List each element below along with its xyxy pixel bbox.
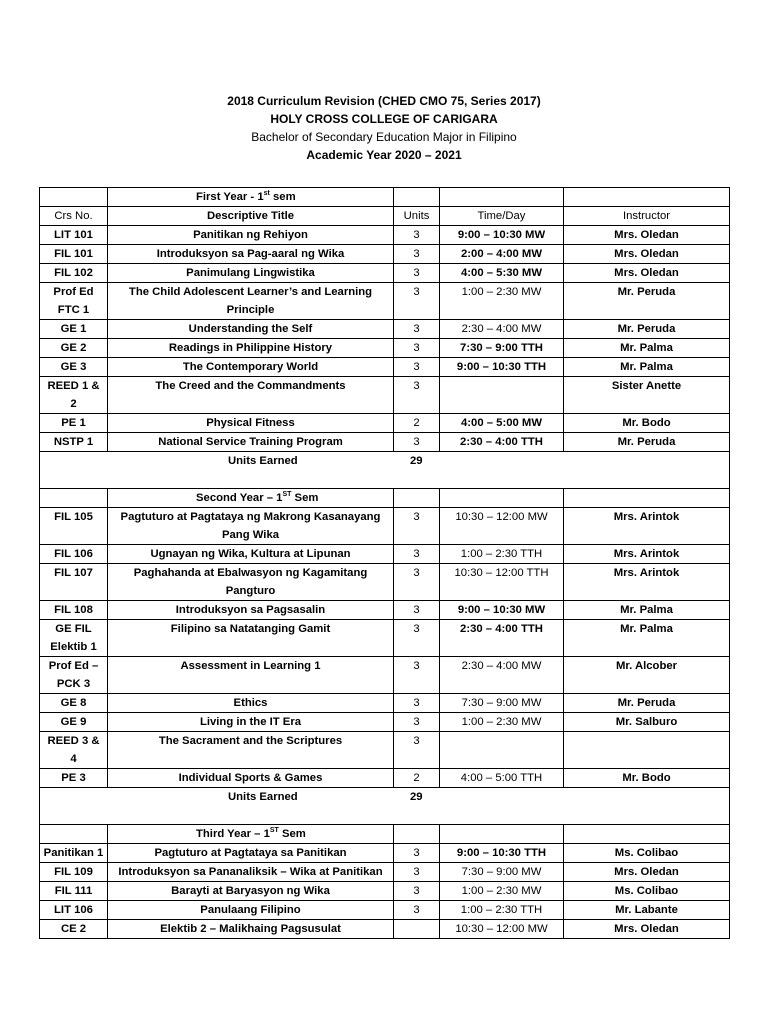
- course-title: Physical Fitness: [108, 414, 394, 433]
- course-title: The Sacrament and the Scriptures: [108, 732, 394, 769]
- course-instructor: Mr. Palma: [564, 620, 730, 657]
- course-instructor: Mrs. Arintok: [564, 508, 730, 545]
- table-row: [40, 769, 730, 788]
- units-earned-row: [40, 452, 730, 489]
- empty-cell: [40, 489, 108, 508]
- table-row: [40, 713, 730, 732]
- course-code: GE 3: [40, 358, 108, 377]
- table-row: [40, 601, 730, 620]
- course-units: 3: [394, 882, 440, 901]
- program-name: Bachelor of Secondary Education Major in Filipino: [251, 130, 517, 144]
- section-header-row: [40, 489, 730, 508]
- course-units: 3: [394, 245, 440, 264]
- column-header-title: Descriptive Title: [108, 207, 394, 226]
- course-instructor: Sister Anette: [564, 377, 730, 414]
- curriculum-title: 2018 Curriculum Revision (CHED CMO 75, Series 2017): [227, 94, 541, 108]
- empty-cell: [40, 825, 108, 844]
- course-units: 3: [394, 264, 440, 283]
- course-title: Ugnayan ng Wika, Kultura at Lipunan: [108, 545, 394, 564]
- course-time: 2:30 – 4:00 TTH: [440, 620, 564, 657]
- course-code: FIL 105: [40, 508, 108, 545]
- course-instructor: Mrs. Oledan: [564, 920, 730, 939]
- college-name: HOLY CROSS COLLEGE OF CARIGARA: [270, 112, 498, 126]
- course-instructor: Mrs. Arintok: [564, 545, 730, 564]
- course-code: NSTP 1: [40, 433, 108, 452]
- course-time: 9:00 – 10:30 TTH: [440, 358, 564, 377]
- course-units: 3: [394, 901, 440, 920]
- course-units: 3: [394, 844, 440, 863]
- course-time: 1:00 – 2:30 MW: [440, 882, 564, 901]
- course-time: [440, 732, 564, 769]
- course-units: [394, 920, 440, 939]
- units-earned-total: 29: [410, 455, 423, 467]
- course-code: FIL 111: [40, 882, 108, 901]
- table-row: [40, 564, 730, 601]
- table-row: [40, 377, 730, 414]
- course-instructor: Ms. Colibao: [564, 844, 730, 863]
- course-instructor: Mrs. Oledan: [564, 245, 730, 264]
- units-earned-cell: [40, 452, 730, 489]
- course-title: Individual Sports & Games: [108, 769, 394, 788]
- academic-year: Academic Year 2020 – 2021: [306, 148, 462, 162]
- course-code: FIL 109: [40, 863, 108, 882]
- course-code: FIL 102: [40, 264, 108, 283]
- course-instructor: Mrs. Oledan: [564, 863, 730, 882]
- table-row: [40, 283, 730, 320]
- column-header-units: Units: [394, 207, 440, 226]
- section-title: Third Year – 1ST Sem: [108, 825, 394, 844]
- course-instructor: Mr. Palma: [564, 601, 730, 620]
- course-time: 1:00 – 2:30 TTH: [440, 901, 564, 920]
- course-code: PE 3: [40, 769, 108, 788]
- units-earned-row: [40, 788, 730, 825]
- table-row: [40, 694, 730, 713]
- course-time: 1:00 – 2:30 TTH: [440, 545, 564, 564]
- course-instructor: Mr. Alcober: [564, 657, 730, 694]
- course-instructor: Mr. Peruda: [564, 694, 730, 713]
- course-code: FIL 106: [40, 545, 108, 564]
- course-time: 10:30 – 12:00 MW: [440, 508, 564, 545]
- course-instructor: Mrs. Arintok: [564, 564, 730, 601]
- section-title: First Year - 1st sem: [108, 188, 394, 207]
- units-earned-total: 29: [410, 791, 423, 803]
- course-units: 3: [394, 545, 440, 564]
- course-time: 7:30 – 9:00 TTH: [440, 339, 564, 358]
- table-row: [40, 433, 730, 452]
- course-time: 7:30 – 9:00 MW: [440, 694, 564, 713]
- empty-cell: [564, 489, 730, 508]
- course-time: 4:00 – 5:30 MW: [440, 264, 564, 283]
- course-code: FIL 108: [40, 601, 108, 620]
- empty-cell: [440, 188, 564, 207]
- course-title: Filipino sa Natatanging Gamit: [108, 620, 394, 657]
- course-code: GE FIL Elektib 1: [40, 620, 108, 657]
- table-row: [40, 339, 730, 358]
- section-header-row: [40, 825, 730, 844]
- course-code: GE 8: [40, 694, 108, 713]
- course-instructor: Mr. Bodo: [564, 414, 730, 433]
- course-time: 2:00 – 4:00 MW: [440, 245, 564, 264]
- course-units: 3: [394, 283, 440, 320]
- course-code: REED 1 & 2: [40, 377, 108, 414]
- course-instructor: Mr. Labante: [564, 901, 730, 920]
- document-header: [0, 92, 768, 164]
- column-header-instructor: Instructor: [564, 207, 730, 226]
- empty-cell: [440, 489, 564, 508]
- course-title: Introduksyon sa Pananaliksik – Wika at Panitikan: [108, 863, 394, 882]
- course-title: Assessment in Learning 1: [108, 657, 394, 694]
- course-units: 3: [394, 620, 440, 657]
- course-time: 9:00 – 10:30 MW: [440, 226, 564, 245]
- empty-cell: [564, 825, 730, 844]
- course-code: GE 9: [40, 713, 108, 732]
- table-row: [40, 320, 730, 339]
- course-code: LIT 101: [40, 226, 108, 245]
- course-time: 4:00 – 5:00 TTH: [440, 769, 564, 788]
- course-title: Elektib 2 – Malikhaing Pagsusulat: [108, 920, 394, 939]
- course-title: Pagtuturo at Pagtataya sa Panitikan: [108, 844, 394, 863]
- table-row: [40, 414, 730, 433]
- course-instructor: Mr. Peruda: [564, 283, 730, 320]
- course-code: Prof Ed – PCK 3: [40, 657, 108, 694]
- table-row: [40, 901, 730, 920]
- course-code: Panitikan 1: [40, 844, 108, 863]
- course-instructor: Mr. Bodo: [564, 769, 730, 788]
- course-title: The Contemporary World: [108, 358, 394, 377]
- course-title: The Creed and the Commandments: [108, 377, 394, 414]
- course-time: 9:00 – 10:30 TTH: [440, 844, 564, 863]
- course-instructor: Mr. Palma: [564, 358, 730, 377]
- course-instructor: Mrs. Oledan: [564, 226, 730, 245]
- table-row: [40, 620, 730, 657]
- course-code: REED 3 & 4: [40, 732, 108, 769]
- course-instructor: Ms. Colibao: [564, 882, 730, 901]
- empty-cell: [40, 188, 108, 207]
- empty-cell: [394, 489, 440, 508]
- course-title: Readings in Philippine History: [108, 339, 394, 358]
- course-units: 3: [394, 226, 440, 245]
- course-instructor: Mr. Peruda: [564, 433, 730, 452]
- course-units: 3: [394, 713, 440, 732]
- course-units: 3: [394, 358, 440, 377]
- units-earned-label: Units Earned: [228, 455, 298, 467]
- course-code: CE 2: [40, 920, 108, 939]
- course-code: GE 2: [40, 339, 108, 358]
- course-title: Paghahanda at Ebalwasyon ng Kagamitang Pangturo: [108, 564, 394, 601]
- course-instructor: Mr. Palma: [564, 339, 730, 358]
- table-row: [40, 264, 730, 283]
- table-row: [40, 732, 730, 769]
- course-units: 2: [394, 414, 440, 433]
- course-time: 1:00 – 2:30 MW: [440, 713, 564, 732]
- course-code: PE 1: [40, 414, 108, 433]
- table-row: [40, 844, 730, 863]
- schedule-body: [40, 188, 730, 939]
- course-time: 2:30 – 4:00 MW: [440, 320, 564, 339]
- course-instructor: [564, 732, 730, 769]
- table-row: [40, 358, 730, 377]
- table-row: [40, 226, 730, 245]
- units-earned-label: Units Earned: [228, 791, 298, 803]
- empty-cell: [564, 188, 730, 207]
- course-units: 3: [394, 339, 440, 358]
- course-time: 10:30 – 12:00 TTH: [440, 564, 564, 601]
- course-time: 4:00 – 5:00 MW: [440, 414, 564, 433]
- course-title: Understanding the Self: [108, 320, 394, 339]
- course-title: Ethics: [108, 694, 394, 713]
- course-units: 3: [394, 657, 440, 694]
- column-header-code: Crs No.: [40, 207, 108, 226]
- table-row: [40, 920, 730, 939]
- course-instructor: Mr. Peruda: [564, 320, 730, 339]
- section-header-row: [40, 188, 730, 207]
- course-code: FIL 107: [40, 564, 108, 601]
- course-title: Introduksyon sa Pag-aaral ng Wika: [108, 245, 394, 264]
- course-code: FIL 101: [40, 245, 108, 264]
- table-row: [40, 508, 730, 545]
- course-code: LIT 106: [40, 901, 108, 920]
- course-title: Panitikan ng Rehiyon: [108, 226, 394, 245]
- course-time: 10:30 – 12:00 MW: [440, 920, 564, 939]
- course-title: Barayti at Baryasyon ng Wika: [108, 882, 394, 901]
- course-units: 3: [394, 433, 440, 452]
- course-time: 2:30 – 4:00 TTH: [440, 433, 564, 452]
- course-time: 9:00 – 10:30 MW: [440, 601, 564, 620]
- table-row: [40, 245, 730, 264]
- course-title: The Child Adolescent Learner’s and Learning Principle: [108, 283, 394, 320]
- table-row: [40, 863, 730, 882]
- table-row: [40, 657, 730, 694]
- section-title: Second Year – 1ST Sem: [108, 489, 394, 508]
- course-instructor: Mr. Salburo: [564, 713, 730, 732]
- course-units: 3: [394, 564, 440, 601]
- course-title: Pagtuturo at Pagtataya ng Makrong Kasanayang Pang Wika: [108, 508, 394, 545]
- empty-cell: [394, 825, 440, 844]
- units-earned-cell: [40, 788, 730, 825]
- course-units: 3: [394, 320, 440, 339]
- table-row: [40, 882, 730, 901]
- column-header-time: Time/Day: [440, 207, 564, 226]
- course-title: National Service Training Program: [108, 433, 394, 452]
- schedule-table: [39, 187, 730, 939]
- course-title: Living in the IT Era: [108, 713, 394, 732]
- course-time: 7:30 – 9:00 MW: [440, 863, 564, 882]
- course-instructor: Mrs. Oledan: [564, 264, 730, 283]
- course-time: 1:00 – 2:30 MW: [440, 283, 564, 320]
- course-time: 2:30 – 4:00 MW: [440, 657, 564, 694]
- course-units: 3: [394, 377, 440, 414]
- table-row: [40, 545, 730, 564]
- course-units: 3: [394, 863, 440, 882]
- course-units: 3: [394, 694, 440, 713]
- course-units: 3: [394, 732, 440, 769]
- course-time: [440, 377, 564, 414]
- course-units: 2: [394, 769, 440, 788]
- column-header-row: [40, 207, 730, 226]
- course-title: Introduksyon sa Pagsasalin: [108, 601, 394, 620]
- course-units: 3: [394, 601, 440, 620]
- empty-cell: [440, 825, 564, 844]
- empty-cell: [394, 188, 440, 207]
- course-code: Prof Ed FTC 1: [40, 283, 108, 320]
- course-title: Panimulang Lingwistika: [108, 264, 394, 283]
- course-units: 3: [394, 508, 440, 545]
- course-code: GE 1: [40, 320, 108, 339]
- course-title: Panulaang Filipino: [108, 901, 394, 920]
